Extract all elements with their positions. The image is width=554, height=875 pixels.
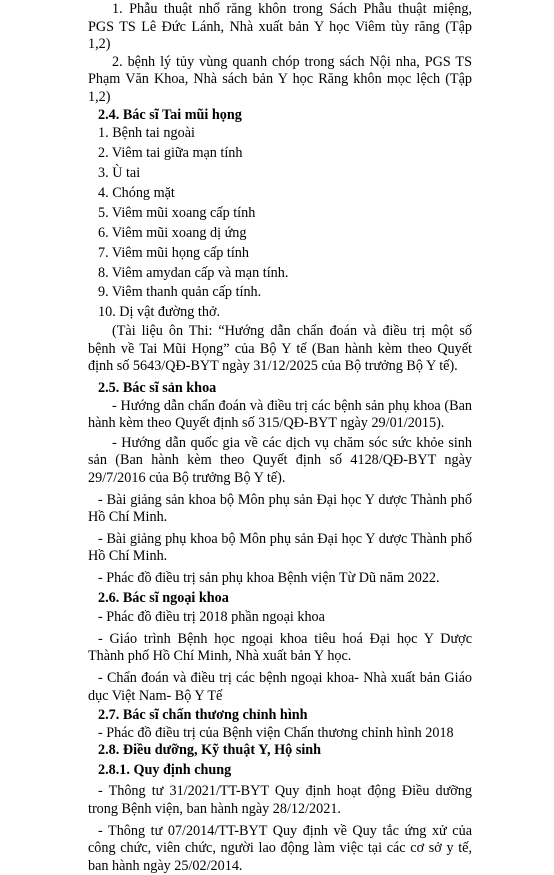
- reference-item: - Hướng dẫn chẩn đoán và điều trị các bệnh sản phụ khoa (Ban hành kèm theo Quyết định số 315/QĐ-BYT ngày 29/01/2015).: [88, 397, 472, 432]
- section-heading-obstetrics: 2.5. Bác sĩ sản khoa: [98, 380, 217, 396]
- list-item: 4. Chóng mặt: [98, 184, 175, 201]
- list-item: 9. Viêm thanh quản cấp tính.: [98, 284, 262, 301]
- list-item: 1. Bệnh tai ngoài: [98, 125, 195, 142]
- list-item: 10. Dị vật đường thở.: [98, 304, 221, 321]
- reference-item: - Phác đồ điều trị 2018 phần ngoại khoa: [98, 609, 325, 626]
- reference-item: 1. Phẫu thuật nhổ răng khôn trong Sách Phẫu thuật miệng, PGS TS Lê Đức Lánh, Nhà xuất bản Y học Viêm tùy răng (Tập 1,2): [88, 1, 472, 53]
- list-item: 3. Ù tai: [98, 164, 141, 181]
- reference-item: - Phác đồ điều trị sản phụ khoa Bệnh viện Từ Dũ năm 2022.: [98, 569, 440, 586]
- reference-item: - Phác đồ điều trị của Bệnh viện Chấn thương chỉnh hình 2018: [98, 724, 454, 741]
- reference-item: - Bài giảng phụ khoa bộ Môn phụ sản Đại học Y dược Thành phố Hồ Chí Minh.: [88, 530, 472, 565]
- list-item: 7. Viêm mũi họng cấp tính: [98, 244, 249, 261]
- section-heading-ent: 2.4. Bác sĩ Tai mũi họng: [98, 106, 242, 123]
- list-item: 2. Viêm tai giữa mạn tính: [98, 145, 243, 162]
- reference-item: 2. bệnh lý tủy vùng quanh chóp trong sách Nội nha, PGS TS Phạm Văn Khoa, Nhà sách bản Y học Răng khôn mọc lệch (Tập 1,2): [88, 53, 472, 105]
- document-body: [88, 1, 472, 875]
- section-heading-nursing: 2.8. Điều dưỡng, Kỹ thuật Y, Hộ sinh: [98, 742, 322, 759]
- disease-list: [88, 124, 472, 323]
- reference-note: (Tài liệu ôn Thi: “Hướng dẫn chẩn đoán và điều trị một số bệnh về Tai Mũi Họng” của Bộ Y tế (Ban hành kèm theo Quyết định số 5643/QĐ-BYT ngày 31/12/2025 của Bộ trưởng Bộ Y tế).: [88, 323, 472, 375]
- section-heading-surgery: 2.6. Bác sĩ ngoại khoa: [98, 589, 229, 606]
- list-item: 5. Viêm mũi xoang cấp tính: [98, 204, 256, 221]
- subsection-heading-general-rules: 2.8.1. Quy định chung: [98, 761, 232, 778]
- reference-item: - Giáo trình Bệnh học ngoại khoa tiêu hoá Đại học Y Dược Thành phố Hồ Chí Minh, Nhà xuất bản Y học.: [88, 630, 472, 665]
- list-item: 8. Viêm amydan cấp và mạn tính.: [98, 264, 289, 281]
- list-item: 6. Viêm mũi xoang dị ứng: [98, 224, 247, 241]
- reference-item: - Hướng dẫn quốc gia về các dịch vụ chăm sóc sức khỏe sinh sản (Ban hành kèm theo Quyết định số 4128/QĐ-BYT ngày 29/7/2016 của Bộ trưởng Bộ Y tế).: [88, 434, 472, 486]
- reference-item: - Chẩn đoán và điều trị các bệnh ngoại khoa- Nhà xuất bản Giáo dục Việt Nam- Bộ Y Tế: [88, 669, 472, 704]
- section-heading-orthopedics: 2.7. Bác sĩ chấn thương chỉnh hình: [98, 707, 308, 724]
- reference-item: - Thông tư 31/2021/TT-BYT Quy định hoạt động Điều dưỡng trong Bệnh viện, ban hành ngày 28/12/2021.: [88, 783, 472, 818]
- reference-item: - Bài giảng sản khoa bộ Môn phụ sản Đại học Y dược Thành phố Hồ Chí Minh.: [88, 491, 472, 526]
- reference-item: - Thông tư 07/2014/TT-BYT Quy định về Quy tắc ứng xử của công chức, viên chức, người lao động làm việc tại các cơ sở y tế, ban hành ngày 25/02/2014.: [88, 822, 472, 874]
